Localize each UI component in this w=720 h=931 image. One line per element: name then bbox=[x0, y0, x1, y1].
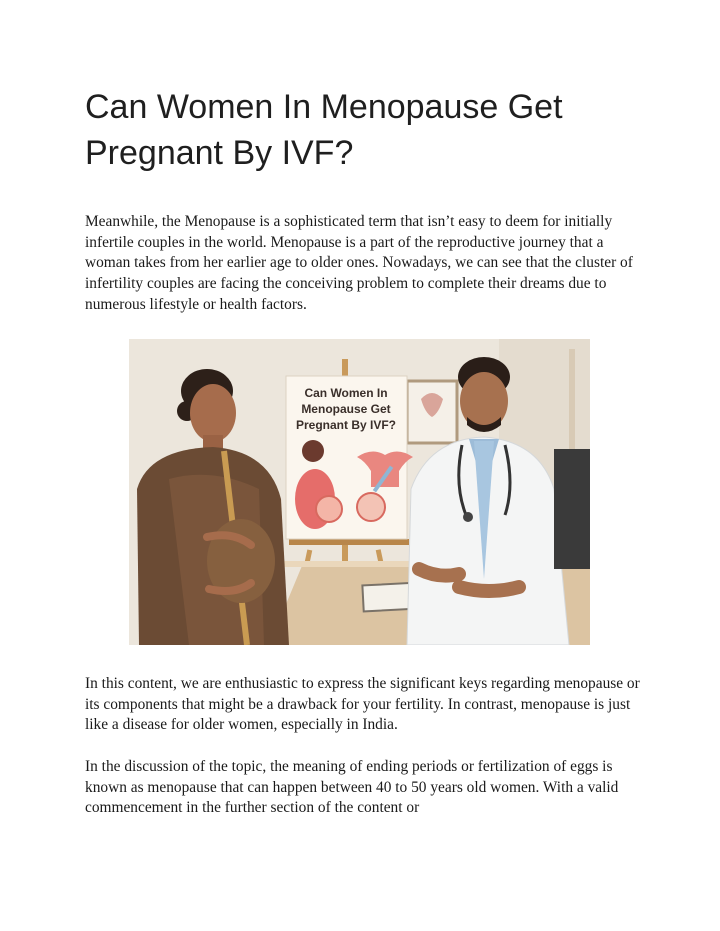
poster-line-3: Pregnant By IVF? bbox=[295, 418, 397, 432]
poster-line-1: Can Women In bbox=[304, 386, 388, 400]
poster-line-2: Menopause Get bbox=[301, 402, 391, 416]
content-paragraph: In this content, we are enthusiastic to express the significant keys regarding menopause or its components that might be a drawback for your fertility. In contrast, menopause is just like a disease for older women, especially in India. bbox=[85, 675, 640, 734]
discussion-paragraph: In the discussion of the topic, the meaning of ending periods or fertilization of eggs is known as menopause that can happen between 40 to 50 years old women. With a valid commencement in the further section of the content or bbox=[85, 758, 619, 817]
page-title: Can Women In Menopause Get Pregnant By IVF? bbox=[85, 88, 563, 172]
consultation-image bbox=[129, 339, 590, 645]
intro-paragraph: Meanwhile, the Menopause is a sophisticated term that isn’t easy to deem for initially infertile couples in the world. Menopause is a part of the reproductive journey that a woman takes from her earlier age to older ones. Nowadays, we can see that the cluster of infertility couples are facing the conceiving problem to complete their dreams due to numerous lifestyle or health factors. bbox=[85, 213, 633, 313]
